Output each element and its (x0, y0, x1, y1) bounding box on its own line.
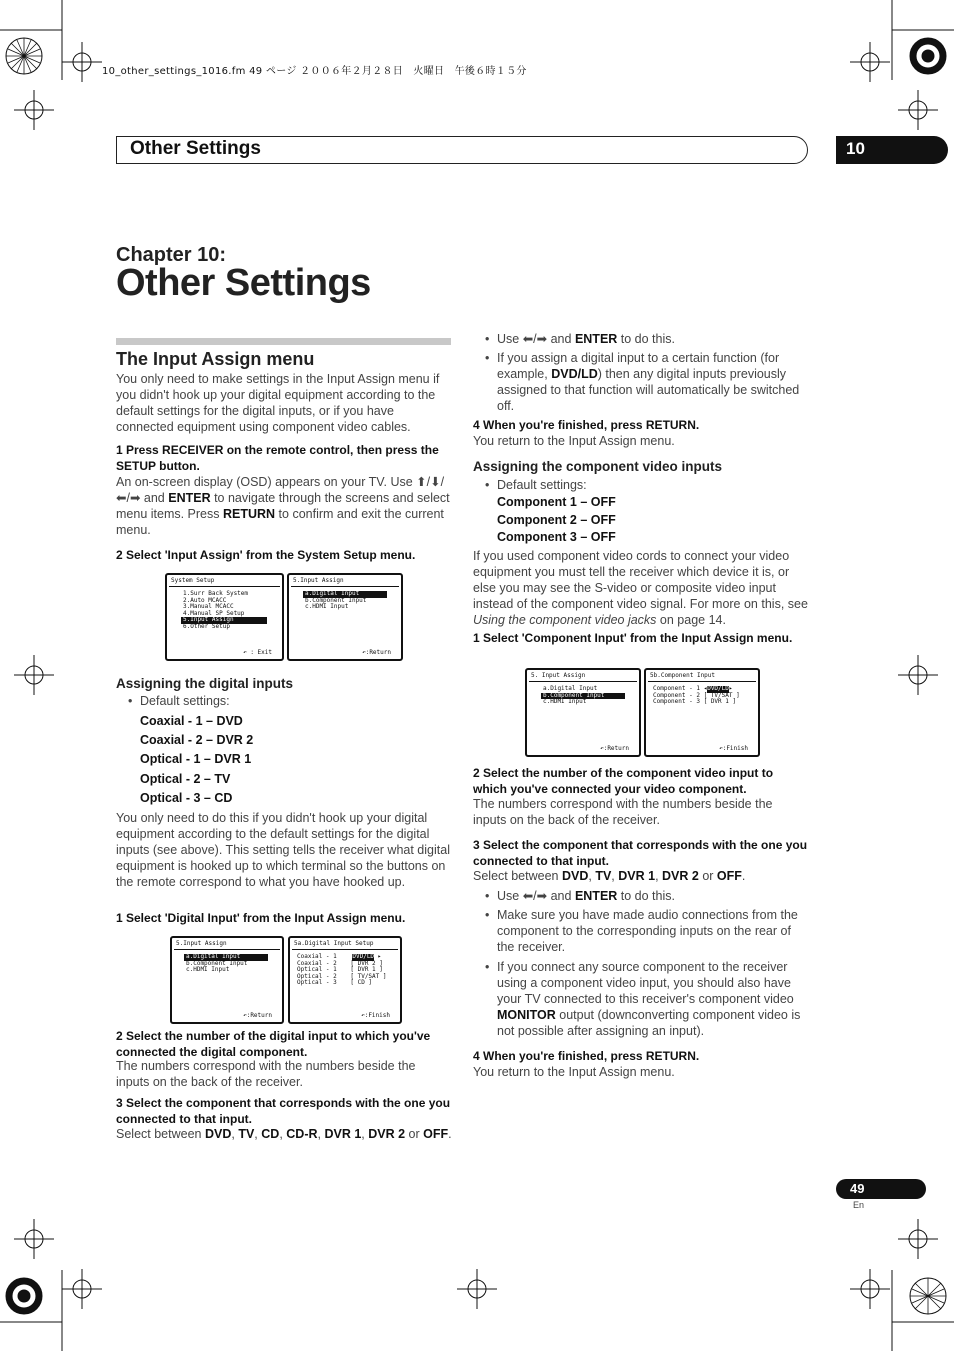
step-1-heading: 1 Press RECEIVER on the remote control, then press the SETUP button. (116, 443, 439, 473)
section-intro: You only need to make settings in the Input Assign menu if you didn't hook up your digital equipment according to the default settings for the digital inputs, or if you have connected equipment using component video cables. (116, 372, 440, 434)
component-step-1: 1 Select 'Component Input' from the Input Assign menu. (473, 631, 793, 645)
digital-default-2: Coaxial - 2 – DVR 2 (140, 733, 254, 747)
digital-default-3: Optical - 1 – DVR 1 (140, 752, 252, 766)
language-code: En (853, 1200, 865, 1210)
digital-body: You only need to do this if you didn't hook up your digital equipment according to the default settings for the digital inputs (see above). This setting tells the receiver what digital equipment is hooked up to which terminal so the buttons on the remote correspond to what you have hooked up. (116, 811, 450, 889)
osd-input-assign (287, 573, 403, 661)
component-step-4-body: You return to the Input Assign menu. (473, 1065, 675, 1079)
osd-item: 6.Other Setup (183, 622, 230, 630)
osd-title: 5. Input Assign (531, 672, 586, 679)
osd-title: 5a.Digital Input Setup (294, 940, 374, 947)
file-info: 10_other_settings_1016.fm 49 ページ ２００６年２月２８日 火曜日 午後６時１５分 (102, 66, 527, 77)
section-title: The Input Assign menu (116, 349, 315, 369)
osd-row: Optical - 1 [ DVR 1 ] (297, 966, 383, 973)
osd-row: Component - 1 ◂DVD/LD▸ (653, 685, 733, 692)
digital-step-1: 1 Select 'Digital Input' from the Input Assign menu. (116, 911, 406, 925)
digital-step-3-body: Select between DVD, TV, CD, CD-R, DVR 1, DVR 2 or OFF. (116, 1127, 452, 1141)
page-number: 49 (850, 1181, 865, 1196)
osd-footer: ↶:Finish (719, 744, 748, 752)
osd-footer: ↶:Finish (361, 1011, 390, 1019)
digital-step-4: 4 When you're finished, press RETURN. (473, 418, 700, 432)
osd-footer: ↶:Return (243, 1011, 272, 1019)
digital-default-1: Coaxial - 1 – DVD (140, 714, 243, 728)
component-step-2: 2 Select the number of the component video input to which you've connected your video component. (473, 766, 774, 796)
osd-item: 3.Manual MCACC (183, 603, 234, 610)
osd-item: 2.Auto MCACC (183, 596, 227, 604)
component-heading: Assigning the component video inputs (473, 459, 723, 474)
osd-row: Coaxial - 1 DVD/LD ▸ (297, 953, 382, 960)
component-default-label: • Default settings: (497, 477, 587, 493)
component-bullet-monitor: • If you connect any source component to the receiver using a component video input, you should also have your TV connected to this receiver's component video MONITOR output (downconverting component video is not possible after assigning an input). (497, 959, 807, 1039)
chapter-label: Chapter 10: (116, 244, 227, 266)
osd-item: c.HDMI Input (186, 966, 230, 973)
component-step-4: 4 When you're finished, press RETURN. (473, 1049, 700, 1063)
section-rule (116, 338, 451, 345)
component-step-3-body: Select between DVD, TV, DVR 1, DVR 2 or OFF. (473, 869, 746, 883)
chapter-number: 10 (846, 139, 865, 158)
osd-title: 5.Input Assign (176, 940, 227, 947)
osd-input-assign-digital (170, 936, 284, 1024)
osd-component-input (644, 668, 760, 757)
component-bullet-audio: • Make sure you have made audio connections from the component to the corresponding inputs on the rear of the receiver. (497, 907, 807, 955)
osd-row: Component - 3 [ DVR 1 ] (653, 698, 737, 705)
osd-title: 5.Input Assign (293, 577, 344, 584)
osd-item-selected: 5.Input Assign (181, 617, 267, 624)
page-number-tab (836, 1179, 926, 1199)
osd-item-selected: a.Digital Input (184, 954, 268, 961)
osd-item-selected: a.Digital Input (303, 591, 387, 598)
digital-heading: Assigning the digital inputs (116, 676, 293, 691)
osd-row: Optical - 2 [ TV/SAT ] (297, 972, 387, 980)
component-default-3: Component 3 – OFF (497, 530, 616, 544)
osd-item: b.Component Input (186, 959, 248, 967)
osd-row: Coaxial - 2 [ DVR 2 ] (297, 959, 383, 967)
component-default-2: Component 2 – OFF (497, 513, 616, 527)
chapter-number-tab (836, 136, 948, 164)
chapter-title: Other Settings (116, 262, 371, 304)
osd-title: System Setup (171, 577, 215, 584)
osd-item: 1.Surr Back System (183, 590, 249, 597)
component-body: If you used component video cords to connect your video equipment you must tell the receiver which device it is, or else you may see the S-video or composite video input instead of the component video signal. For more on this, see Using the component video jacks on page 14. (473, 549, 808, 627)
osd-title: 5b.Component Input (650, 672, 716, 679)
digital-bullet-assign: • If you assign a digital input to a certain function (for example, DVD/LD) then any digital inputs previously assigned to that function will automatically be switched off. (497, 350, 807, 414)
osd-footer: ↶:Return (600, 744, 629, 752)
osd-row: Component - 2 [ TV/SAT ] (653, 691, 740, 699)
component-step-3: 3 Select the component that corresponds with the one you connected to that input. (473, 838, 808, 868)
osd-item-selected: b.Component Input (541, 693, 625, 700)
step-2-heading: 2 Select 'Input Assign' from the System Setup menu. (116, 548, 416, 562)
osd-item: c.HDMI Input (543, 698, 587, 705)
digital-default-5: Optical - 3 – CD (140, 791, 233, 805)
component-bullet-use: • Use ⬅/➡ and ENTER to do this. (497, 888, 807, 904)
component-default-1: Component 1 – OFF (497, 495, 616, 509)
digital-step-2-body: The numbers correspond with the numbers beside the inputs on the back of the receiver. (116, 1059, 416, 1089)
component-step-2-body: The numbers correspond with the numbers beside the inputs on the back of the receiver. (473, 797, 773, 827)
osd-footer: ↶:Return (362, 648, 391, 656)
osd-item: 4.Manual SP Setup (183, 609, 245, 617)
digital-step-3: 3 Select the component that corresponds with the one you connected to that input. (116, 1096, 451, 1126)
step-1-body: An on-screen display (OSD) appears on your TV. Use ⬆/⬇/⬅/➡ and ENTER to navigate through the screens and select menu items. Press RETURN to confirm and exit the current menu. (116, 475, 450, 537)
digital-step-4-body: You return to the Input Assign menu. (473, 434, 675, 448)
osd-digital-input-setup (288, 936, 402, 1024)
osd-footer: ↶ : Exit (243, 648, 272, 656)
osd-item: c.HDMI Input (305, 603, 349, 610)
osd-item: a.Digital Input (543, 685, 598, 692)
osd-input-assign-component (525, 668, 641, 757)
digital-step-2: 2 Select the number of the digital input to which you've connected the digital component. (116, 1029, 431, 1059)
header-title: Other Settings (130, 138, 261, 159)
digital-default-label: • Default settings: (140, 693, 230, 709)
digital-default-4: Optical - 2 – TV (140, 772, 231, 786)
osd-row: Optical - 3 [ CD ] (297, 979, 373, 986)
osd-item: b.Component Input (305, 596, 367, 604)
digital-bullet-use: • Use ⬅/➡ and ENTER to do this. (497, 331, 807, 347)
osd-system-setup (165, 573, 284, 661)
